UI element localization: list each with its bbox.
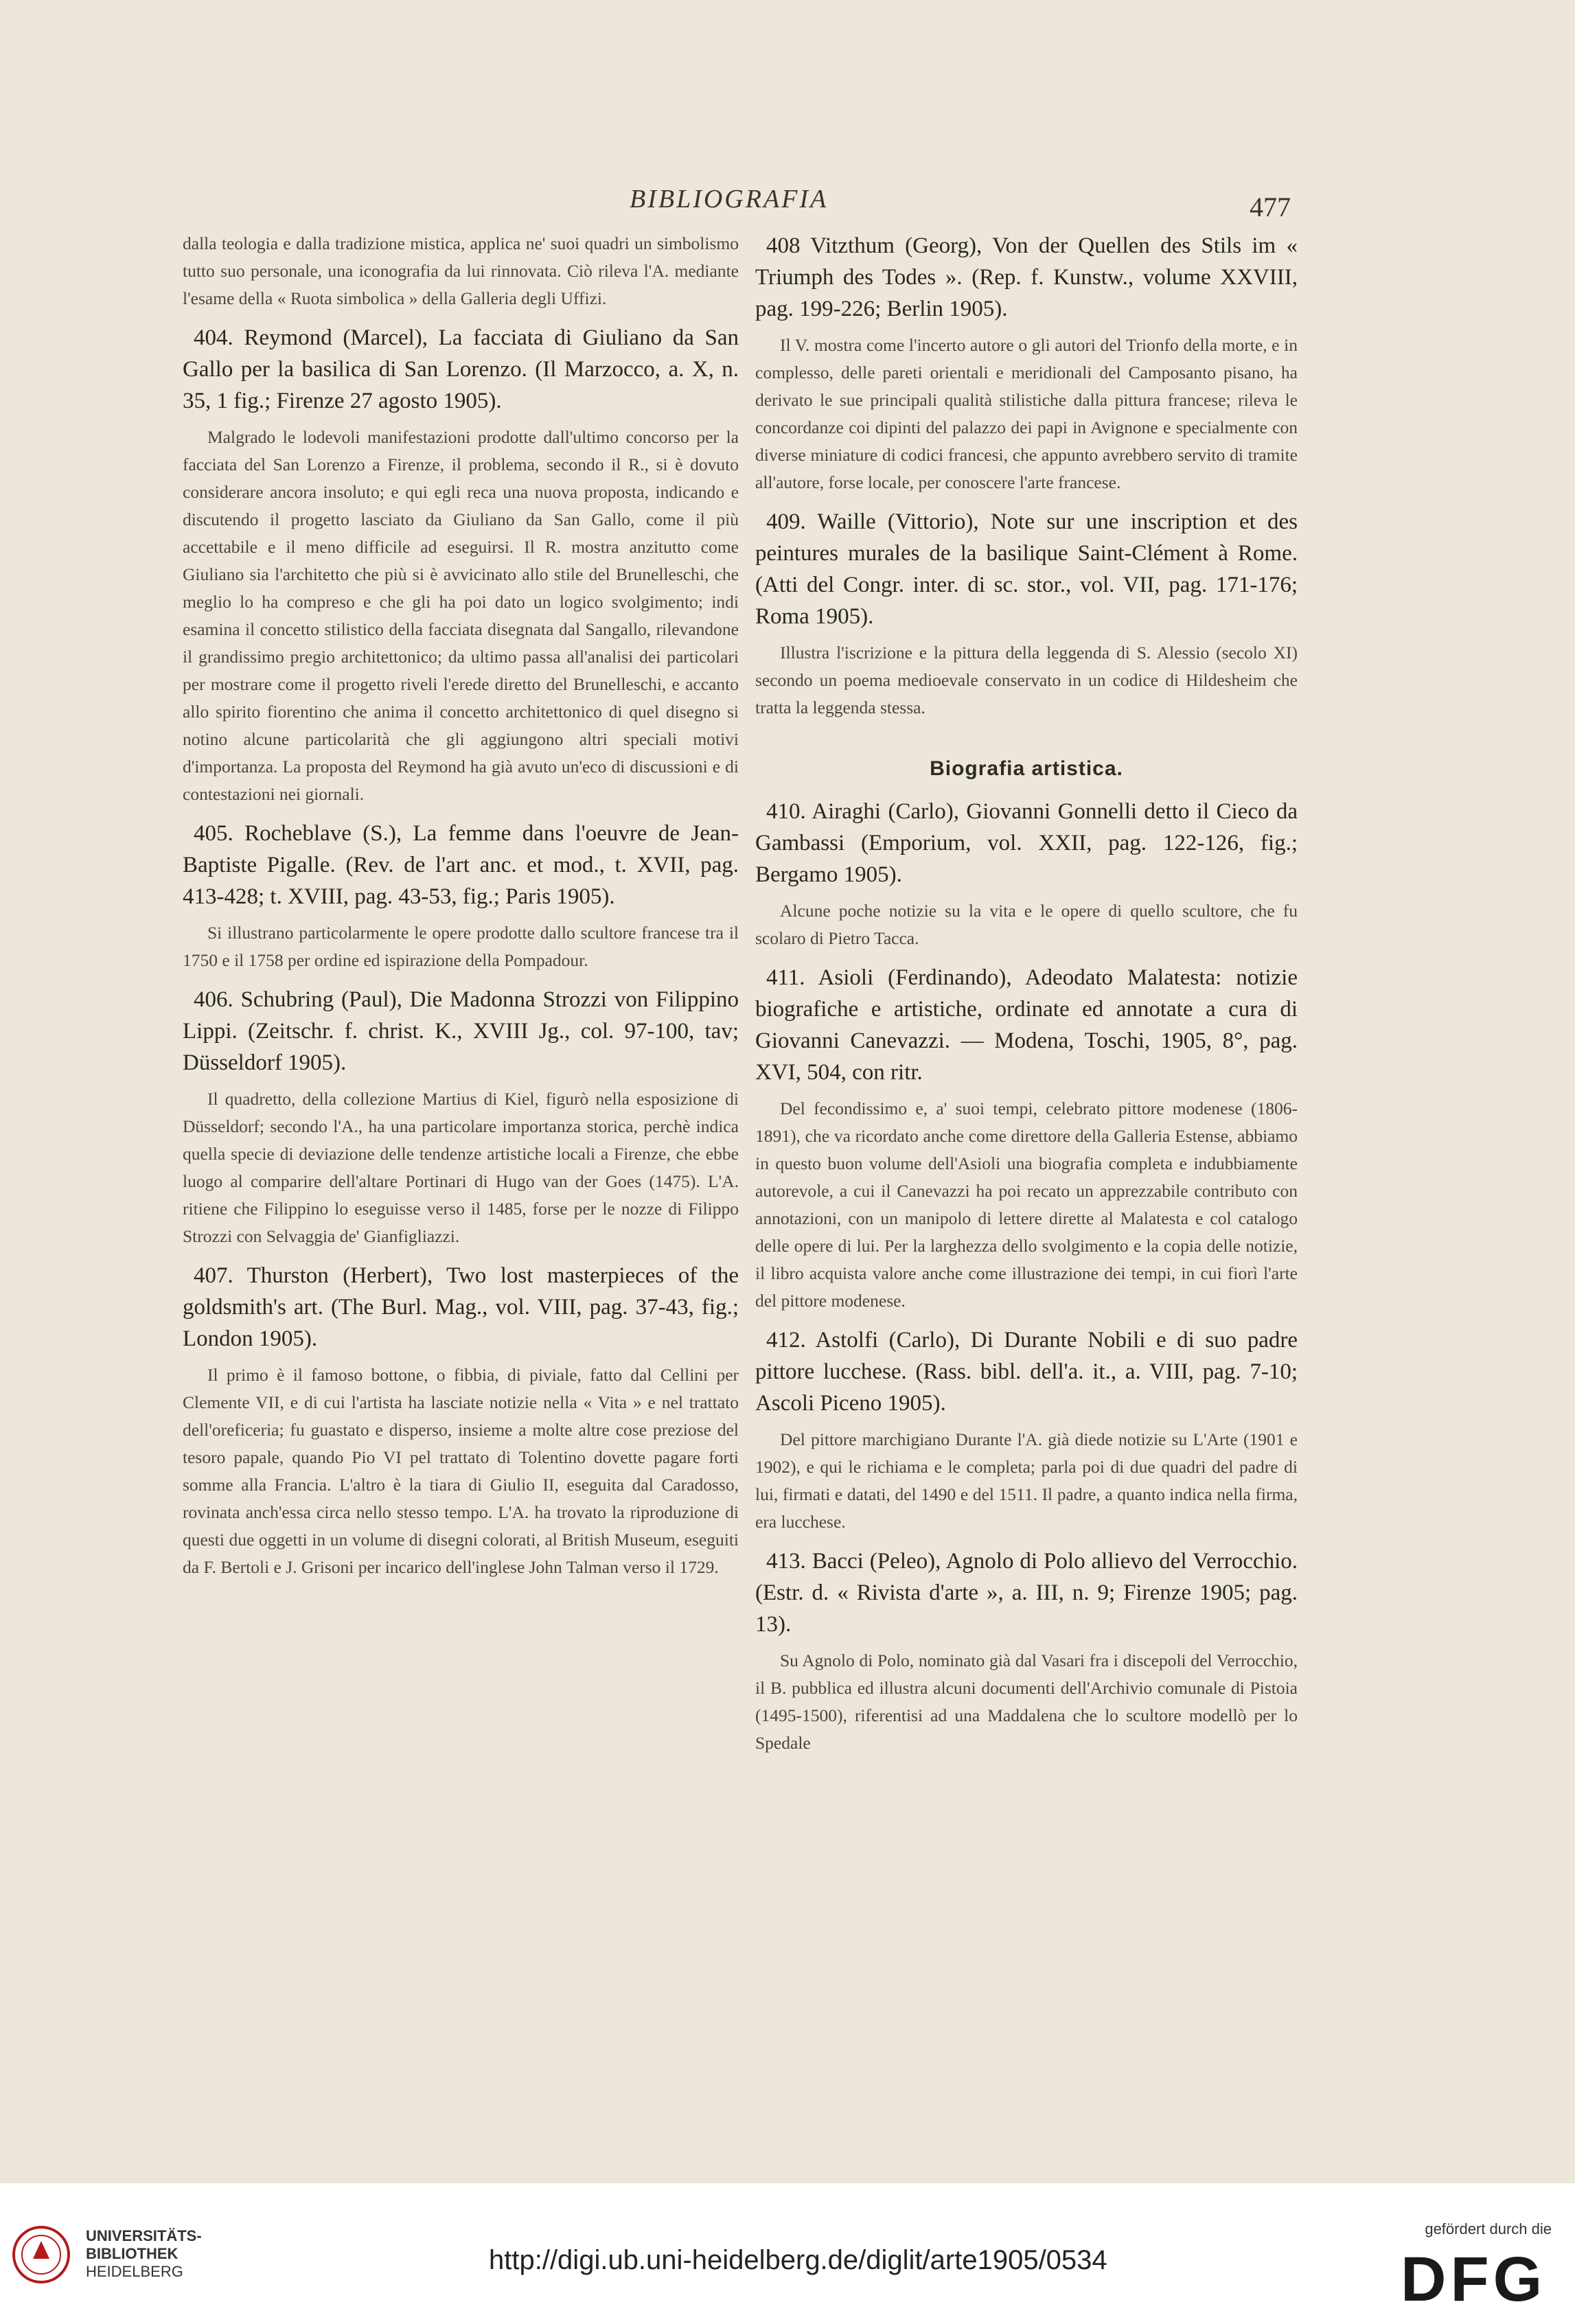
bibliography-entry-heading: 405. Rocheblave (S.), La femme dans l'oeuvre de Jean-Baptiste Pigalle. (Rev. de l'art anc. et mod., t. XVII, pag. 413-428; t. XVIII, pag. 43-53, fig.; Paris 1905). xyxy=(183,821,739,909)
library-name xyxy=(86,2227,202,2281)
entry-summary: Del fecondissimo e, a' suoi tempi, celebrato pittore modenese (1806-1891), che va ricordato anche come direttore della Galleria Estense, abbiamo in questo buon volume dell'Asioli una biografia completa e indubbiamente autorevole, a cui il Canevazzi ha poi recato un apprezzabile contributo con annotazioni, con un manipolo di lettere dirette al Malatesta e col catalogo delle opere di lui. Per la larghezza dello svolgimento e la copia delle notizie, il libro acquista valore anche come illustrazione dei tempi, in cui fiorì l'arte del pittore modenese. xyxy=(755,1098,1298,1311)
left-column xyxy=(183,230,739,1591)
entry-summary: Il quadretto, della collezione Martius di Kiel, figurò nella esposizione di Düsseldorf; secondo l'A., ha una particolare importanza storica, perchè indica quella specie di deviazione delle tendenze artistiche locali a Firenze, che ebbe luogo al comparire dell'altare Portinari di Hugo van der Goes (1475). L'A. ritiene che Filippino lo eseguisse verso il 1485, forse per le nozze di Filippo Strozzi con Selvaggia de' Gianfigliazzi. xyxy=(183,1089,739,1246)
permalink-url[interactable]: http://digi.ub.uni-heidelberg.de/diglit/arte1905/0534 xyxy=(489,2245,1107,2275)
bibliography-entry-heading: 412. Astolfi (Carlo), Di Durante Nobili e di suo padre pittore lucchese. (Rass. bibl. dell'a. it., a. VIII, pag. 7-10; Ascoli Piceno 1905). xyxy=(755,1328,1298,1416)
bibliography-entry-heading: 413. Bacci (Peleo), Agnolo di Polo allievo del Verrocchio. (Estr. d. « Rivista d'arte », a. III, n. 9; Firenze 1905; pag. 13). xyxy=(755,1549,1298,1637)
entry-summary: Su Agnolo di Polo, nominato già dal Vasari fra i discepoli del Verrocchio, il B. pubblica ed illustra alcuni documenti dell'Archivio comunale di Pistoia (1495-1500), riferentisi ad una Maddalena che lo scultore modellò per lo Spedale xyxy=(755,1650,1298,1753)
entry-summary: Il V. mostra come l'incerto autore o gli autori del Trionfo della morte, e in complesso, delle pareti orientali e meridionali del Camposanto pisano, ha derivato le sue principali qualità stilistiche dalla pittura francese; rileva le concordanze coi dipinti del palazzo dei papi in Avignone e specialmente con diverse miniature di codici francesi, che appunto avrebbero servito di tramite all'autore, forse locale, per conoscere l'arte francese. xyxy=(755,335,1298,492)
bibliography-entry-heading: 404. Reymond (Marcel), La facciata di Giuliano da San Gallo per la basilica di San Lorenzo. (Il Marzocco, a. X, n. 35, 1 fig.; Firenze 27 agosto 1905). xyxy=(183,325,739,413)
bibliography-entry-heading: 407. Thurston (Herbert), Two lost masterpieces of the goldsmith's art. (The Burl. Mag., vol. VIII, pag. 37-43, fig.; London 1905). xyxy=(183,1263,739,1351)
section-heading: Biografia artistica. xyxy=(930,757,1123,780)
viewer-footer xyxy=(0,2183,1575,2324)
running-head xyxy=(0,184,1575,225)
university-seal-icon xyxy=(11,2224,71,2285)
library-name-line: HEIDELBERG xyxy=(86,2263,183,2280)
entry-summary: Il primo è il famoso bottone, o fibbia, di piviale, fatto dal Cellini per Clemente VII, e di cui l'artista ha lasciate notizie nella « Vita » e nel trattato dell'oreficeria; fu guastato e disperso, insieme a molte altre cose preziose del tesoro papale, quando Pio VI pel trattato di Tolentino dovette pagare forti somme alla Francia. L'altro è la tiara di Giulio II, eseguita dal Caradosso, rovinata anch'essa circa nello stesso tempo. L'A. ha trovato la riproduzione di questi due oggetti in un volume di disegni colorati, al British Museum, eseguiti da F. Bertoli e J. Grisoni per incarico dell'inglese John Talman verso il 1729. xyxy=(183,1365,739,1577)
bibliography-entry-heading: 409. Waille (Vittorio), Note sur une inscription et des peintures murales de la basilique Saint-Clément à Rome. (Atti del Congr. inter. di sc. stor., vol. VII, pag. 171-176; Roma 1905). xyxy=(755,509,1298,629)
page-number: 477 xyxy=(1250,192,1291,222)
right-column xyxy=(755,230,1298,1767)
bibliography-entry-heading: 406. Schubring (Paul), Die Madonna Strozzi von Filippino Lippi. (Zeitschr. f. christ. K., XVIII Jg., col. 97-100, tav; Düsseldorf 1905). xyxy=(183,987,739,1075)
entry-summary: Illustra l'iscrizione e la pittura della leggenda di S. Alessio (secolo XI) secondo un poema medioevale conservato in un codice di Hildesheim che tratta la leggenda stessa. xyxy=(755,643,1298,717)
bibliography-entry-heading: 410. Airaghi (Carlo), Giovanni Gonnelli detto il Cieco da Gambassi (Emporium, vol. XXII, pag. 122-126, fig.; Bergamo 1905). xyxy=(755,799,1298,887)
bibliography-entry-heading: 411. Asioli (Ferdinando), Adeodato Malatesta: notizie biografiche e artistiche, ordinate ed annotate a cura di Giovanni Canevazzi. — Modena, Toschi, 1905, 8°, pag. XVI, 504, con ritr. xyxy=(755,965,1298,1085)
bibliography-entry-heading: 408 Vitzthum (Georg), Von der Quellen des Stils im « Triumph des Todes ». (Rep. f. Kunstw., volume XXVIII, pag. 199-226; Berlin 1905). xyxy=(755,233,1298,321)
entry-summary: Alcune poche notizie su la vita e le opere di quello scultore, che fu scolaro di Pietro Tacca. xyxy=(755,901,1298,948)
dfg-logo: DFG xyxy=(1401,2244,1547,2314)
running-title: BIBLIOGRAFIA xyxy=(630,185,829,214)
entry-summary: Malgrado le lodevoli manifestazioni prodotte dall'ultimo concorso per la facciata del San Lorenzo a Firenze, il problema, secondo il R., si è dovuto considerare ancora insoluto; e qui egli reca una nuova proposta, indicando e discutendo il progetto lasciato da Giuliano da San Gallo, come il più accettabile e il meno difficile ad eseguirsi. Il R. mostra anzitutto come Giuliano sia l'architetto che più si è avvicinato allo stile del Brunelleschi, che meglio lo ha compreso e che gli ha poi dato un logico svolgimento; indi esamina il concetto stilistico della facciata disegnata dal Sangallo, rilevandone il grandissimo pregio architettonico; da ultimo passa all'analisi dei particolari per mostrare come il progetto riveli l'erede diretto del Brunelleschi, e accanto allo spirito fiorentino che anima il concetto architettonico di quel disegno si notino alcune particolarità che gli aggiungono altri speciali motivi d'importanza. La proposta del Reymond ha già avuto un'eco di discussioni e di contestazioni nei giornali. xyxy=(183,427,739,804)
entry-summary: dalla teologia e dalla tradizione mistica, applica ne' suoi quadri un simbolismo tutto suo personale, una iconografia da lui rinnovata. Ciò rileva l'A. mediante l'esame della « Ruota simbolica » della Galleria degli Uffizi. xyxy=(183,233,739,308)
entry-summary: Del pittore marchigiano Durante l'A. già diede notizie su L'Arte (1901 e 1902), e qui le richiama e le completa; parla poi di due quadri del padre di lui, firmati e datati, del 1490 e del 1511. Il padre, a quanto indica nella firma, era lucchese. xyxy=(755,1429,1298,1532)
library-name-line: UNIVERSITÄTS- xyxy=(86,2227,202,2244)
entry-summary: Si illustrano particolarmente le opere prodotte dallo scultore francese tra il 1750 e il 1758 per ordine ed ispirazione della Pompadour. xyxy=(183,923,739,970)
sponsor-label: gefördert durch die xyxy=(1425,2220,1552,2237)
library-name-line: BIBLIOTHEK xyxy=(86,2245,179,2262)
